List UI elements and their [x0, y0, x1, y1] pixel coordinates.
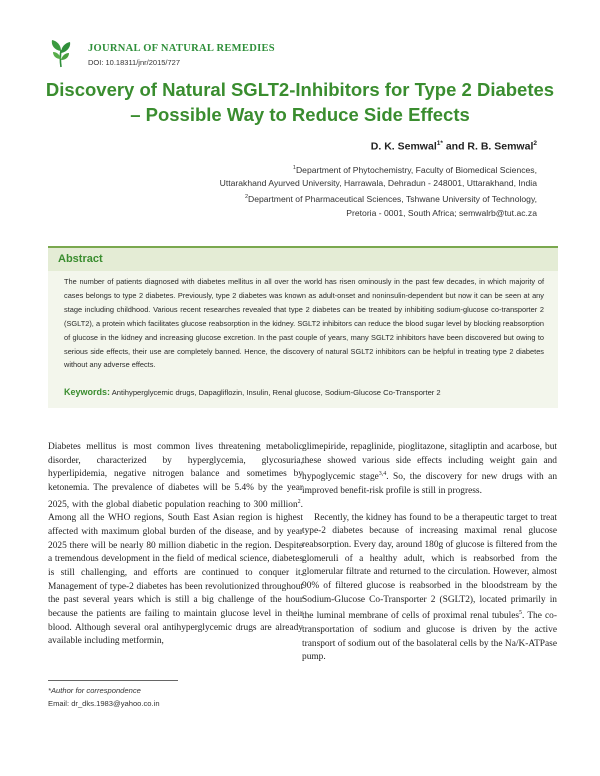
body-column-right — [302, 441, 557, 665]
affiliation-1-text: Department of Phytochemistry, Faculty of Biomedical Sciences, — [295, 164, 537, 175]
author-joiner: and — [442, 140, 468, 153]
body-paragraph — [302, 441, 557, 499]
author-2: R. B. Semwal — [467, 140, 534, 153]
affiliation-2-line-2: Pretoria - 0001, South Africa; semwalrb@tut.ac.za — [346, 207, 537, 218]
citation-marker: 5 — [519, 610, 523, 617]
body-text: . The co-transportation of sodium and glucose is driven by the active transport of sodium out of the basolateral cells by the Na/K-ATPase pump. — [302, 611, 557, 663]
journal-name: JOURNAL OF NATURAL REMEDIES — [88, 43, 275, 54]
correspondence-note: *Author for correspondence — [48, 686, 141, 695]
body-text: Diabetes mellitus is most common lives threatening metabolic disorder, characterized by hyperglycemia, glycosuria, hyperlipidemia, negative nitrogen balance and sometimes by ketonemia. The prevalence of diabetes will be 5.4% by the year 2025, with the global diabetic population reaching to 300 million — [48, 442, 303, 510]
affiliations — [67, 162, 537, 220]
footnote-divider — [48, 680, 178, 681]
abstract-header-bar — [48, 246, 558, 271]
affiliation-1-marker: 1 — [292, 165, 296, 171]
body-text: . So, the discovery for new drugs with an improved benefit-risk profile is still in progress. — [302, 472, 558, 497]
affiliation-2-line-1 — [67, 191, 537, 206]
author-1: D. K. Semwal — [370, 140, 437, 153]
citation-marker: 2 — [297, 498, 301, 505]
affiliation-2-marker: 2 — [244, 194, 248, 201]
citation-marker: 3,4 — [378, 471, 387, 478]
affiliation-2-text: Department of Pharmaceutical Sciences, Tshwane University of Technology, — [248, 193, 537, 204]
body-text: . Among all the WHO regions, South East Asian region is highest affected with maximum global burden of the disease, and by year 2025 there will be nearly 80 million diabetic in the region. Despite a tremendous development in the field of medical science, diabetes is still challenging, and efforts are continued to conquer it. Management of type-2 diabetes has been revolutionized throughout the past several years which is still a big challenge of the hour because the patients are failing to maintain glucose level in their blood. Although several oral antihyperglycemic drugs are already available including metformin, — [48, 499, 303, 647]
body-paragraph — [48, 441, 303, 649]
affiliation-1-line-2: Uttarakhand Ayurved University, Harrawala, Dehradun - 248001, Uttarakhand, India — [219, 178, 537, 189]
affiliation-1-line-1 — [67, 162, 537, 177]
body-paragraph — [302, 512, 557, 665]
doi: DOI: 10.18311/jnr/2015/727 — [88, 58, 181, 67]
author-list — [371, 140, 537, 153]
abstract-box — [48, 246, 558, 408]
abstract-heading: Abstract — [58, 253, 103, 265]
abstract-text: The number of patients diagnosed with diabetes mellitus in all over the world has risen ominously in the past few decades, in which majority of cases belongs to type 2 diabetes. Previously, type 2 diabetes was known as adult-onset and noninsulin-dependent but now it can be seen at any stage including childhood. Various recent researches revealed that type 2 diabetes can be treated by inhibiting sodium-glucose co-transporter 2 (SGLT2), a protein which facilitates glucose reabsorption in the kidney. SGLT2 inhibitors can reduce the blood sugar level by blocking reabsorption of glucose in the kidney and increasing glucose excretion. In the past couple of years, many SGLT2 inhibitors have been discovered but owing to serious side effects, their use are completely banned. Hence, the discovery of natural SGLT2 inhibitors can be helpful in treating type 2 diabetes without any adverse effects. — [64, 277, 544, 370]
author-1-affil-marker: 1* — [436, 140, 443, 147]
body-column-left — [48, 441, 303, 649]
correspondence-email: Email: dr_dks.1983@yahoo.co.in — [48, 699, 160, 708]
keywords-label: Keywords: — [64, 387, 111, 397]
body-text: glimepiride, repaglinide, pioglitazone, sitagliptin and acarbose, but these showed various side effects including weight gain and hypoglycemic stage — [302, 442, 557, 483]
keywords-list: Antihyperglycemic drugs, Dapagliflozin, Insulin, Renal glucose, Sodium-Glucose Co-Transporter 2 — [111, 388, 441, 397]
body-text: Recently, the kidney has found to be a therapeutic target to treat type-2 diabetes because of increasing maximal renal glucose reabsorption. Every day, around 180g of glucose is filtered from the glomeruli of a healthy adult, which is reabsorbed from the glomerular filtrate and returned to the circulation. However, almost 90% of filtered glucose is reabsorbed in the bloodstream by the Sodium-Glucose Co-Transporter 2 (SGLT2), located primarily in the luminal membrane of cells of proximal renal tubules — [302, 512, 557, 622]
keywords — [64, 387, 544, 397]
journal-leaf-logo-icon — [48, 38, 74, 68]
author-2-affil-marker: 2 — [533, 140, 537, 147]
article-title: Discovery of Natural SGLT2-Inhibitors for Type 2 Diabetes – Possible Way to Reduce Side Effects — [45, 79, 555, 125]
